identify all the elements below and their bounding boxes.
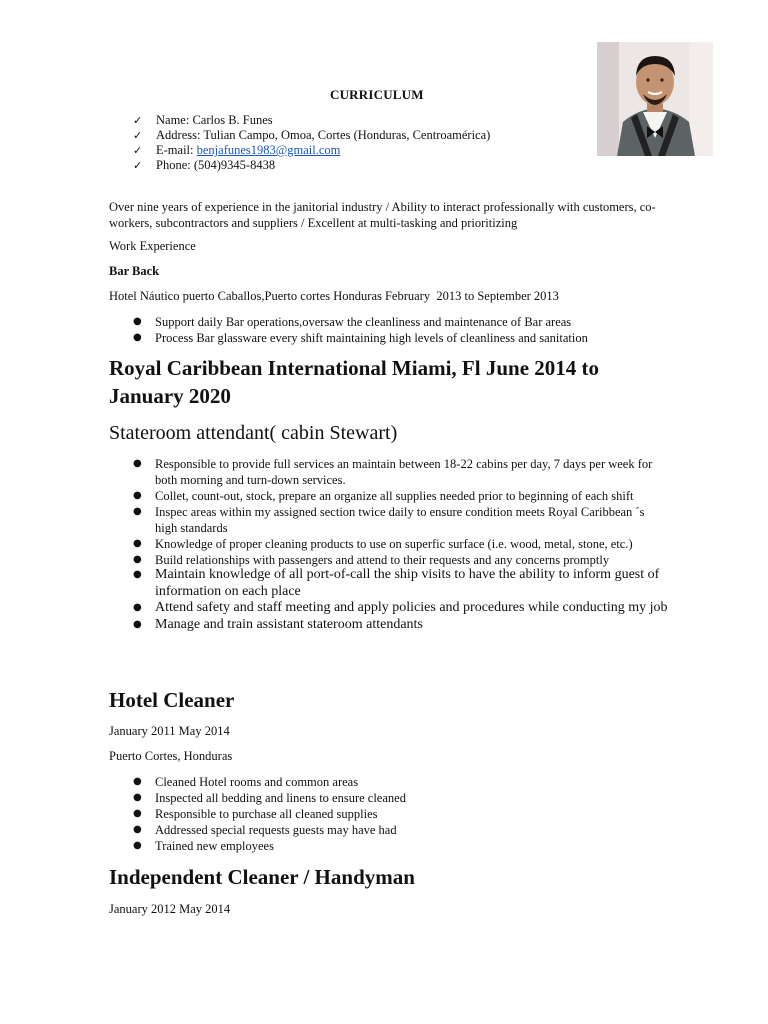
list-item: ● Responsible to purchase all cleaned supplies (133, 807, 378, 821)
check-icon: ✓ (133, 114, 143, 127)
list-item: ● Attend safety and staff meeting and apply policies and procedures while conducting my job (133, 600, 668, 615)
bullet-icon: ● (133, 792, 142, 803)
check-icon: ✓ (133, 144, 143, 157)
royal-duties-list (109, 456, 669, 568)
bullet-icon: ● (133, 332, 142, 343)
independent-cleaner-dates: January 2012 May 2014 (109, 902, 231, 916)
work-experience-label: Work Experience (109, 239, 196, 253)
email-link[interactable]: benjafunes1983@gmail.com (196, 143, 341, 157)
royal-duties-list-large (109, 567, 669, 633)
list-item: ● Process Bar glassware every shift maintaining high levels of cleanliness and sanitation (133, 331, 588, 345)
bullet-icon: ● (133, 506, 142, 517)
bullet-icon: ● (133, 602, 142, 613)
list-item (133, 113, 490, 128)
list-item: ● Knowledge of proper cleaning products to use on superfic surface (i.e. wood, metal, stone, etc.) (133, 537, 633, 551)
page-title: CURRICULUM (330, 87, 424, 102)
list-item: ● Cleaned Hotel rooms and common areas (133, 775, 359, 789)
bullet-icon: ● (133, 840, 142, 851)
list-item (133, 128, 490, 143)
bullet-icon: ● (133, 554, 142, 565)
list-item: ● Collet, count-out, stock, prepare an organize all supplies needed prior to beginning of each shift (133, 489, 634, 503)
bullet-icon: ● (133, 808, 142, 819)
list-item: ● Addressed special requests guests may have had (133, 823, 397, 837)
list-item: ● Support daily Bar operations,oversaw the cleanliness and maintenance of Bar areas (133, 315, 572, 329)
contact-phone: Phone: (504)9345-8438 (156, 158, 276, 172)
stateroom-role: Stateroom attendant( cabin Stewart) (109, 422, 398, 444)
bullet-icon: ● (133, 316, 142, 327)
list-item: ● Manage and train assistant stateroom attendants (133, 616, 423, 632)
list-item: ● Build relationships with passengers and attend to their requests and any concerns promptly (133, 553, 610, 567)
summary-paragraph: Over nine years of experience in the janitorial industry / Ability to interact professionally with customers, co-workers, subcontractors and suppliers / Excellent at multi-tasking and prioritizing (109, 200, 656, 230)
contact-email-label: E-mail: (156, 143, 197, 157)
bar-back-title: Bar Back (109, 264, 160, 278)
bullet-icon: ● (133, 824, 142, 835)
check-icon: ✓ (133, 129, 143, 142)
bar-back-list (109, 314, 669, 346)
bullet-icon: ● (133, 458, 142, 469)
bullet-icon: ● (133, 569, 142, 580)
list-item: ● Inspected all bedding and linens to ensure cleaned (133, 791, 406, 805)
bullet-icon: ● (133, 538, 142, 549)
person-photo-icon (597, 42, 713, 156)
contact-name: Name: Carlos B. Funes (156, 113, 273, 127)
list-item: ● Responsible to provide full services an maintain between 18-22 cabins per day, 7 days per week for both morning and turn-down services. (133, 457, 653, 487)
list-item: ● Maintain knowledge of all port-of-call the ship visits to have the ability to inform guest of information on each place (133, 567, 660, 599)
list-item: ● Trained new employees (133, 839, 274, 853)
bullet-icon: ● (133, 618, 142, 630)
list-item (133, 158, 490, 173)
bullet-icon: ● (133, 776, 142, 787)
hotel-cleaner-heading: Hotel Cleaner (109, 688, 235, 712)
profile-photo (597, 42, 713, 156)
hotel-cleaner-place: Puerto Cortes, Honduras (109, 749, 233, 763)
hotel-cleaner-list (109, 774, 669, 854)
bar-back-place: Hotel Náutico puerto Caballos,Puerto cortes Honduras February 2013 to September 2013 (109, 289, 559, 303)
list-item: ● Inspec areas within my assigned section twice daily to ensure condition meets Royal Caribbean ´s high standards (133, 505, 645, 535)
contact-list (133, 113, 490, 173)
check-icon: ✓ (133, 159, 143, 172)
hotel-cleaner-dates: January 2011 May 2014 (109, 724, 230, 738)
independent-cleaner-heading: Independent Cleaner / Handyman (109, 865, 415, 889)
royal-caribbean-heading: Royal Caribbean International Miami, Fl June 2014 to January 2020 (109, 356, 600, 408)
bullet-icon: ● (133, 490, 142, 501)
contact-address: Address: Tulian Campo, Omoa, Cortes (Honduras, Centroamérica) (156, 128, 491, 142)
list-item (133, 143, 490, 158)
